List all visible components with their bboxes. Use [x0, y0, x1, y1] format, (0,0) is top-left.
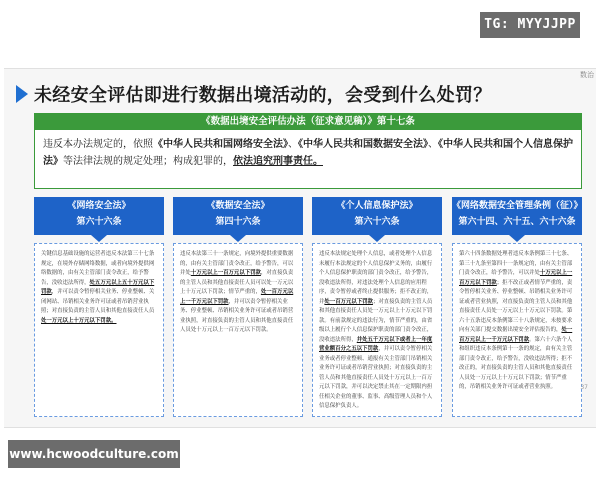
column-text: ，并可以责令暂停相关业务、停业整顿、关闭网站、吊销相关业务许可证或者吊销营业执照；对直接负责的主管人员和其他直接责任人员	[41, 289, 155, 314]
column-text: 。第六十六条个人和组织违反本条例第十一条的规定，由有关主管部门责令改正，给予警告，没收违法所得；拒不改正的，对直接负责的主管人员和其他直接责任人员处一万元以上十万元以下罚款；情节严重的，吊销相关业务许可证或者营业执照。	[459, 336, 573, 390]
column-law: 《网络数据安全管理条例（征）》	[452, 201, 583, 211]
column-emphasis: 十万元以上一百万元以下罚款	[190, 270, 261, 276]
column-article: 第六十四、六十五、六十六条	[458, 217, 576, 227]
url-watermark: www.hcwoodculture.com	[8, 440, 180, 468]
law-column-cybersecurity	[34, 197, 164, 419]
column-law: 《数据安全法》	[206, 201, 270, 211]
column-text: 违反本法规定处理个人信息，或者处理个人信息未履行本法规定的个人信息保护义务的，由履行个人信息保护职责的部门责令改正，给予警告，没收违法所得，对违法处理个人信息的应用程序，责令暂停或者终止提供服务；拒不改正的，并	[319, 251, 433, 305]
column-law: 《网络安全法》	[67, 201, 131, 211]
column-text: 违反本法第三十一条规定，向境外提供重要数据的，由有关主管部门责令改正，给予警告，可以并处	[180, 251, 294, 276]
column-emphasis: 处一万元以上十万元以下罚款。	[41, 317, 117, 324]
column-article: 第四十六条	[215, 217, 261, 227]
column-header	[312, 197, 442, 235]
triangle-bullet-icon	[16, 85, 28, 103]
column-article: 第六十六条	[354, 217, 400, 227]
slide-title: 未经安全评估即进行数据出境活动的，会受到什么处罚？	[34, 85, 492, 106]
column-body	[34, 243, 164, 417]
column-text: ，对直接负责的主管人员和其他直接责任人员可以处一万元以上十万元以下罚款；情节严重的，	[180, 270, 294, 295]
column-emphasis: 并处五千万元以下或者上一年度营业额百分之五以下罚款	[319, 336, 433, 352]
column-text: ；拒不改正或者情节严重的，责令暂停相关业务、停业整顿、吊销相关业务许可证或者营业执照，对直接负责的主管人员和其他直接责任人员处一万元以上十万元以下罚款。第六十五条违反本条例第三十八条规定，未按要求向有关部门提交数据出境安全评估报告的，	[459, 279, 573, 333]
column-emphasis: 处五万元以上五十万元以下罚款	[41, 279, 155, 295]
column-emphasis: 处一百万元以上一千万元以下罚款	[180, 289, 294, 305]
column-emphasis: 处一百万元以上一千万元以下罚款	[459, 327, 573, 343]
law-column-datasecurity	[173, 197, 303, 419]
column-body	[312, 243, 442, 417]
column-text: ，并可以责令暂停相关业务或者停业整顿、通报有关主管部门吊销相关业务许可证或者吊销营业执照；对直接负责的主管人员和其他直接责任人员处十万元以上一百万元以下罚款，并可以决定禁止其在一定期限内担任相关企业的董事、监事、高级管理人员和个人信息保护负责人。	[319, 346, 433, 409]
column-text: 关键信息基础设施的运营者违反本法第三十七条规定，在境外存储网络数据，或者向境外提供网络数据的，由有关主管部门责令改正，给予警告，没收违法所得，	[41, 251, 155, 286]
column-body	[452, 243, 582, 417]
slide	[4, 68, 596, 428]
law-column-regulation	[452, 197, 582, 419]
column-header	[452, 197, 582, 235]
page-number: 37	[580, 384, 588, 391]
rule-header: 《数据出境安全评估办法（征求意见稿）》第十七条	[35, 114, 581, 130]
rule-law-3: 《中华人民共和国个人信息保护法》	[43, 139, 573, 167]
column-text: ，并可以责令暂停相关业务、停业整顿、吊销相关业务许可证或者吊销营业执照，对直接负责的主管人员和其他直接责任人员处十万元以上一百万元以下罚款。	[180, 298, 294, 333]
tg-watermark: TG: MYYJJPP	[480, 12, 580, 38]
rule-text-2: 等法律法规的规定处理；构成犯罪的，	[63, 156, 233, 167]
column-text: ；对直接负责的主管人员和其他直接责任人员处一万元以上十万元以下罚款。有前款规定的违法行为，情节严重的，由省级以上履行个人信息保护职责的部门责令改正，没收违法所得，	[319, 298, 433, 343]
column-text: 第六十四条数据处理者违反本条例第三十七条、第三十九条至第四十一条规定的，由有关主管部门责令改正，给予警告，可以并处	[459, 251, 573, 276]
rule-body	[35, 130, 581, 170]
column-header	[173, 197, 303, 235]
rule-law-1: 《中华人民共和国网络安全法》	[153, 139, 288, 150]
slide-title-row	[16, 83, 492, 105]
column-body	[173, 243, 303, 417]
rule-sep-2: 、	[428, 139, 438, 150]
rule-emphasis: 依法追究刑事责任。	[233, 156, 323, 167]
column-header	[34, 197, 164, 235]
law-column-pipl	[312, 197, 442, 419]
column-law: 《个人信息保护法》	[336, 201, 418, 211]
column-article: 第六十六条	[76, 217, 122, 227]
corner-logo: 数治	[580, 71, 594, 79]
rule-sep-1: 、	[288, 139, 298, 150]
column-emphasis: 十万元以上一百万元以下罚款	[459, 270, 573, 286]
column-emphasis: 处一百万元以下罚款	[324, 298, 373, 305]
rule-text-1: 违反本办法规定的，依照	[43, 139, 153, 150]
law-columns	[34, 197, 582, 419]
rule-law-2: 《中华人民共和国数据安全法》	[298, 139, 428, 150]
rule-box	[34, 113, 582, 189]
